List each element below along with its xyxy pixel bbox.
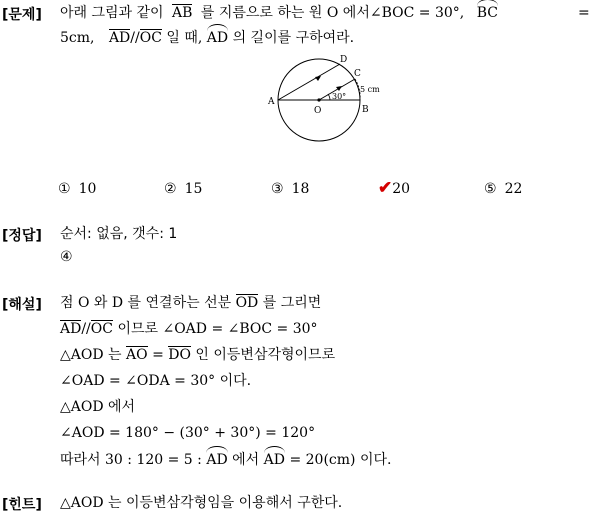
answer-info: 순서: 없음, 갯수: 1 [60,226,178,242]
solution-line-5: △AOD 에서 [60,399,136,415]
choice-value: 18 [291,181,310,197]
choice-number: ⑤ [484,181,497,197]
segment-ao: AO [126,347,148,363]
choice-number: ③ [271,181,284,197]
length-label: 5 cm [360,85,380,94]
solution-line-6: ∠AOD = 180° − (30° + 30°) = 120° [60,425,316,441]
angle-arc [328,94,330,100]
choice-4[interactable] [378,178,410,198]
solution-line-4: ∠OAD = ∠ODA = 30° 이다. [60,373,252,389]
point-d-label: D [340,55,348,65]
solution-text: = 20(cm) 이다. [289,452,392,468]
circle-figure [266,52,386,148]
answer-label: [정답] [2,228,42,244]
solution-line-7 [60,451,391,469]
center-dot [317,98,320,101]
segment-oc: OC [139,30,162,46]
parallel-sign: // [81,321,91,337]
choice-value: 10 [78,181,97,197]
solution-text: 를 그리면 [262,295,322,311]
solution-label: [해설] [2,297,42,313]
problem-label: [문제] [2,7,42,23]
choice-1[interactable] [58,181,96,197]
point-b-label: B [362,105,369,115]
solution-text: 인 이등변삼각형이므로 [195,347,336,363]
problem-text: 일 때, [166,30,203,46]
solution-text: 따라서 30 : 120 = 5 : [60,452,202,468]
point-c-label: C [354,69,361,79]
solution-text: 에서 [232,452,260,468]
hint-text: △AOD 는 이등변삼각형임을 이용해서 구한다. [60,495,343,511]
point-a-label: A [268,97,275,107]
choice-2[interactable] [164,181,202,197]
problem-text: 5cm, [60,30,95,46]
choice-value: 20 [392,181,411,197]
problem-eq: = [578,5,590,21]
segment-od: OD [235,295,259,311]
segment-do: DO [168,347,191,363]
solution-line-1 [60,294,321,312]
arc-bc: BC [476,5,498,21]
equals-sign: = [152,347,164,363]
segment-ad: AD [60,321,82,337]
problem-text: 아래 그림과 같이 [60,5,164,21]
choice-5[interactable] [484,181,522,197]
solution-text: △AOD 는 [60,347,122,363]
segment-oc: OC [90,321,113,337]
solution-line-2 [60,320,318,338]
problem-text: 를 지름으로 하는 원 O 에서∠BOC = 30°, [200,5,465,21]
answer-value: ④ [60,249,73,265]
parallel-sign: // [130,30,140,46]
choice-3[interactable] [271,181,309,197]
checkmark-icon: ✔ [378,178,393,198]
point-o-label: O [314,106,322,116]
segment-ad: AD [108,30,131,46]
arc-ad: AD [263,452,285,468]
choice-value: 15 [184,181,203,197]
choice-number: ② [164,181,177,197]
arc-ad: AD [206,30,229,46]
segment-ab: AB [172,5,193,21]
solution-text: 점 O 와 D 를 연결하는 선분 [60,295,232,311]
arc-ad: AD [206,452,228,468]
chord-ad [278,64,340,100]
problem-line-2 [60,29,354,47]
choice-number: ① [58,181,71,197]
angle-label: 30° [332,92,347,101]
choice-value: 22 [504,181,523,197]
arrow-oc [336,86,342,91]
problem-text: 의 길이를 구하여라. [232,30,355,46]
hint-label: [힌트] [2,497,42,513]
solution-text: 이므로 ∠OAD = ∠BOC = 30° [117,321,318,337]
solution-line-3 [60,346,335,364]
problem-line-1 [60,4,498,22]
